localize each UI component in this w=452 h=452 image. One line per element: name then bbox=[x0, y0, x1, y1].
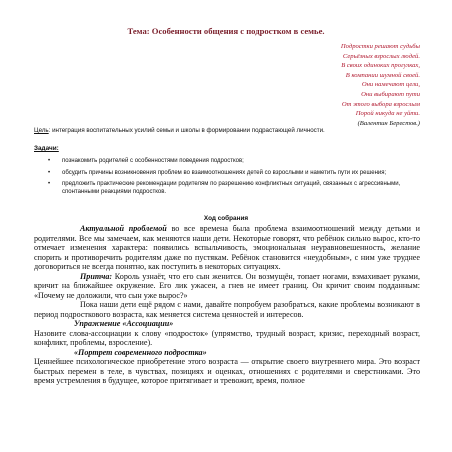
document-title: Тема: Особенности общения с подростком в семье. bbox=[127, 26, 325, 36]
course-heading: Ход собрания bbox=[203, 215, 249, 222]
goal-paragraph bbox=[34, 127, 420, 135]
paragraph-text: во все времена была проблема взаимоотношений между детьми и родителями. Все мы замечаем, как меняются наши дети. Некоторые говорят, что ребёнок сильно вырос, кто-то отмечает изменения характера: появились вспыльчивость, эмоциональная неуравновешенность, желание спорить и противоречить родителям даже по пустякам. Ребёнок становится «неудобным», с ним уже труднее договориться не всегда понятно, как поступить в некоторых ситуациях. bbox=[34, 224, 420, 271]
epigraph-line: Порой никуда не уйти. bbox=[355, 110, 420, 118]
paragraph-lead: Притча: bbox=[80, 271, 113, 281]
task-item bbox=[34, 181, 414, 196]
epigraph-line: Они выбирают пути bbox=[361, 90, 420, 98]
epigraph-line: В компании шумной своей. bbox=[345, 71, 420, 79]
bullet-icon: • bbox=[48, 169, 51, 176]
epigraph-line: От этого выбора взрослым bbox=[341, 100, 420, 108]
task-item bbox=[34, 158, 414, 166]
epigraph-author: (Валентин Берестов.) bbox=[357, 119, 420, 127]
goal-text: : интеграция воспитательных усилий семьи и школы в формировании подрастающей личности. bbox=[48, 127, 325, 134]
bullet-icon: • bbox=[48, 181, 51, 188]
task-item bbox=[34, 170, 414, 178]
paragraph: Пока наши дети ещё рядом с нами, давайте попробуем разобраться, какие проблемы возникают в период подросткового возраста, как меняется система ценностей и интересов. bbox=[34, 300, 420, 319]
epigraph-line: В своих одиноких прогулках, bbox=[341, 62, 420, 70]
paragraph: Назовите слова-ассоциации к слову «подросток» (упрямство, трудный возраст, кризис, переходный возраст, конфликт, проблемы, взросление). bbox=[34, 328, 420, 347]
paragraph-lead: Актуальной проблемой bbox=[80, 224, 167, 233]
bullet-icon: • bbox=[48, 158, 51, 164]
task-text: обсудить причины возникновения проблем во взаимоотношениях детей со взрослыми и наметить пути их решения; bbox=[62, 169, 387, 176]
section-heading: Упражнение «Ассоциации» bbox=[74, 319, 174, 328]
epigraph-line: Серьёзных взрослых людей. bbox=[342, 52, 420, 60]
tasks-heading: Задачи: bbox=[34, 145, 59, 152]
paragraph-text: Король узнаёт, что его сын женится. Он возмущён, топает ногами, взмахивает руками, кричит на ближайшее окружение. Его лик ужасен, а гнев не имеет границ. Он кричит своим подданным: «Почему не доложили, что сын уже вырос?» bbox=[34, 271, 420, 300]
tasks-list bbox=[34, 158, 414, 200]
paragraph bbox=[34, 272, 420, 301]
paragraph: Ценнейшее психологическое приобретение этого возраста — открытие своего внутреннего мира. Это возраст быстрых перемен в теле, в чувствах, позициях и оценках, отношениях с родителями и сверстниками. Это время устремления в будущее, которое притягивает и тревожит, время, полное bbox=[34, 357, 420, 385]
document-body bbox=[34, 224, 420, 386]
paragraph bbox=[34, 224, 420, 272]
task-text: познакомить родителей с особенностями поведения подростков; bbox=[62, 158, 244, 164]
goal-label: Цель bbox=[34, 127, 49, 134]
task-text: предложить практические рекомендации родителям по разрешению конфликтных ситуаций, связанных с агрессивными, спонтанными реакциями подростков. bbox=[62, 181, 401, 195]
section-heading: «Портрет современного подростка» bbox=[74, 347, 207, 357]
epigraph-line: Они намечают цели, bbox=[361, 81, 420, 89]
epigraph bbox=[250, 42, 420, 128]
epigraph-line: Подростки решают судьбы bbox=[340, 43, 420, 50]
